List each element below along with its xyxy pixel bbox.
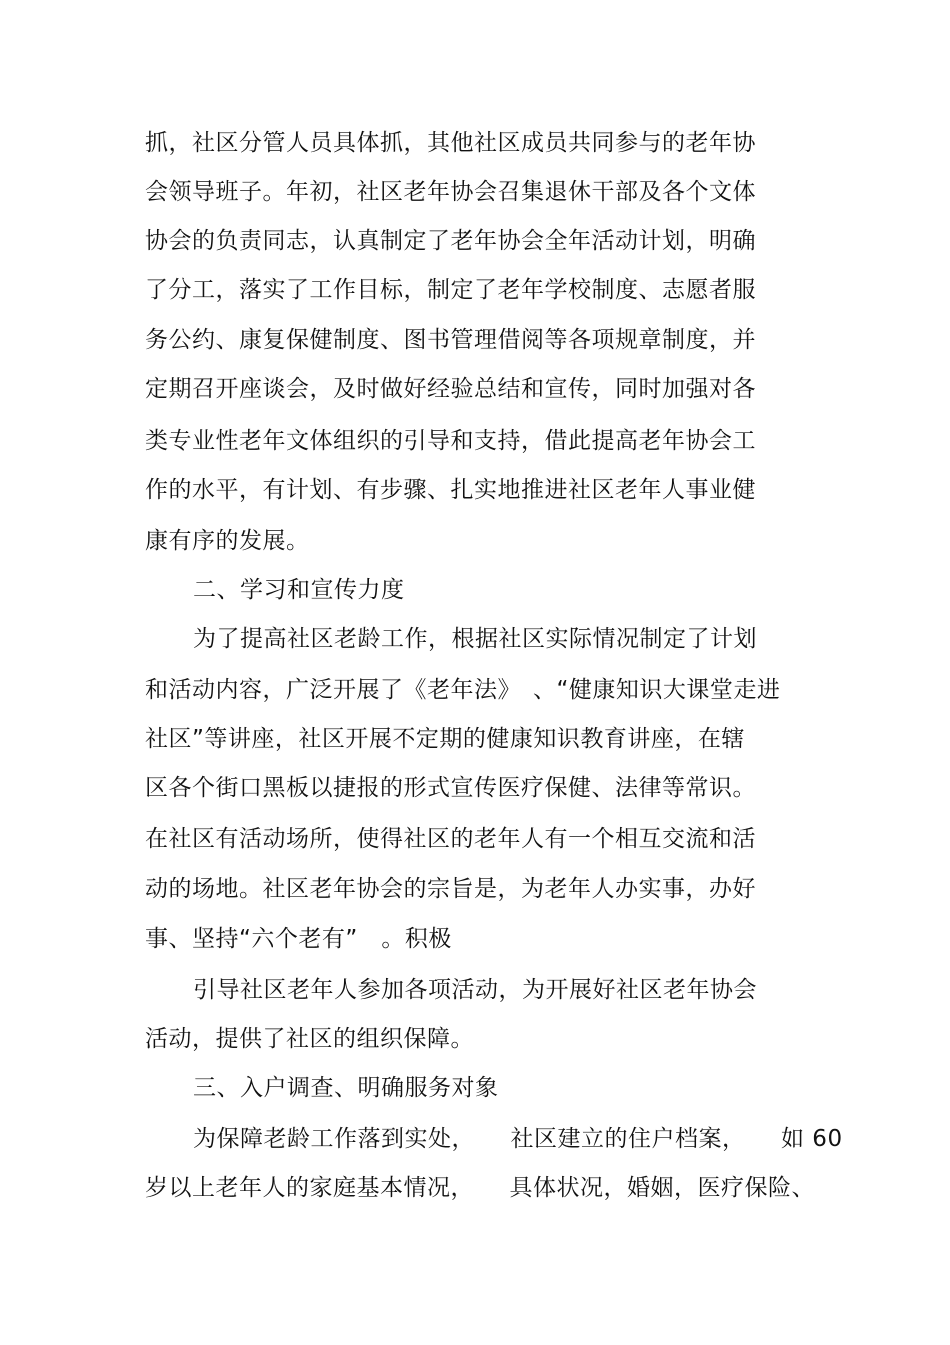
paragraph-first-line: 为了提高社区老龄工作，根据社区实际情况制定了计划 [193,626,757,652]
section-heading: 三、入户调查、明确服务对象 [193,1075,499,1101]
paragraph-first-line: 为保障老龄工作落到实处， 社区建立的住户档案， 如 60 [193,1126,843,1152]
text-line: 协会的负责同志，认真制定了老年协会全年活动计划，明确 [145,228,756,254]
text-line: 定期召开座谈会，及时做好经验总结和宣传，同时加强对各 [145,376,756,402]
text-line: 活动，提供了社区的组织保障。 [145,1026,474,1052]
text-line: 类专业性老年文体组织的引导和支持，借此提高老年协会工 [145,428,756,454]
text-line: 社区”等讲座，社区开展不定期的健康知识教育讲座，在辖 [145,726,745,752]
text-line: 会领导班子。年初，社区老年协会召集退休干部及各个文体 [145,179,756,205]
text-line: 康有序的发展。 [145,528,310,554]
text-line: 动的场地。社区老年协会的宗旨是，为老年人办实事，办好 [145,876,756,902]
text-line: 事、坚持“六个老有” 。积极 [145,926,452,952]
text-line: 了分工，落实了工作目标，制定了老年学校制度、志愿者服 [145,277,756,303]
section-heading: 二、学习和宣传力度 [193,577,405,603]
paragraph-first-line: 引导社区老年人参加各项活动，为开展好社区老年协会 [193,977,757,1003]
text-line: 和活动内容，广泛开展了《老年法》 、“健康知识大课堂走进 [145,677,781,703]
text-line: 抓，社区分管人员具体抓，其他社区成员共同参与的老年协 [145,130,756,156]
text-line: 岁以上老年人的家庭基本情况， 具体状况，婚姻，医疗保险、 [145,1175,815,1201]
text-line: 区各个街口黑板以捷报的形式宣传医疗保健、法律等常识。 [145,775,756,801]
text-line: 作的水平，有计划、有步骤、扎实地推进社区老年人事业健 [145,477,756,503]
text-line: 务公约、康复保健制度、图书管理借阅等各项规章制度，并 [145,327,756,353]
text-line: 在社区有活动场所，使得社区的老年人有一个相互交流和活 [145,826,756,852]
